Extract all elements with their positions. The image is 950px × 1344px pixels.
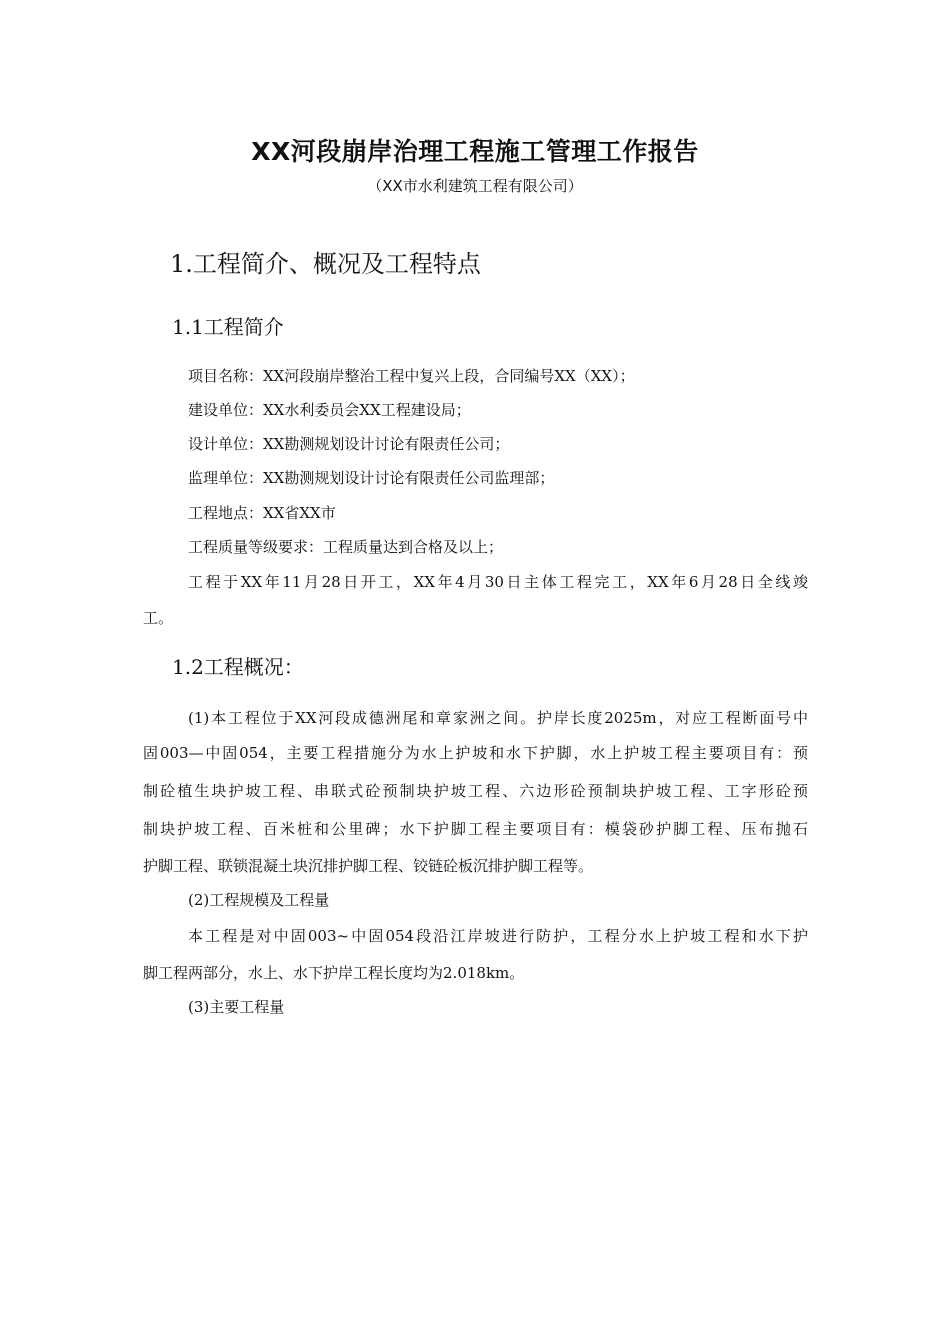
- section-1-heading: 1.工程简介、概况及工程特点: [170, 250, 481, 278]
- location-line: 工程地点：XX省XX市: [188, 504, 336, 522]
- scale-paragraph-line: 本工程是对中固003~中固054段沿江岸坡进行防护，工程分水上护坡工程和水下护: [188, 927, 808, 945]
- overview-paragraph-line: 护脚工程、联锁混凝土块沉排护脚工程、铰链砼板沉排护脚工程等。: [143, 857, 594, 875]
- owner-line: 建设单位：XX水利委员会XX工程建设局；: [188, 401, 471, 419]
- section-1-2-heading: 1.2工程概况：: [172, 655, 304, 679]
- quality-line: 工程质量等级要求：工程质量达到合格及以上；: [188, 538, 504, 556]
- document-subtitle: （XX市水利建筑工程有限公司）: [367, 177, 583, 195]
- scale-heading-line: (2)工程规模及工程量: [188, 891, 330, 909]
- document-title: XX河段崩岸治理工程施工管理工作报告: [251, 137, 699, 166]
- supervisor-line: 监理单位：XX勘测规划设计讨论有限责任公司监理部；: [188, 469, 555, 487]
- overview-paragraph-line: 制砼植生块护坡工程、串联式砼预制块护坡工程、六边形砼预制块护坡工程、工字形砼预: [143, 782, 808, 800]
- project-name-line: 项目名称：XX河段崩岸整治工程中复兴上段，合同编号XX（XX）；: [188, 367, 635, 385]
- schedule-line: 工程于XX年11月28日开工，XX年4月30日主体工程完工，XX年6月28日全线竣: [188, 573, 808, 591]
- scale-paragraph-line: 脚工程两部分，水上、水下护岸工程长度均为2.018km。: [143, 964, 525, 982]
- overview-paragraph-line: (1)本工程位于XX河段成德洲尾和章家洲之间。护岸长度2025m，对应工程断面号中: [188, 709, 808, 727]
- overview-paragraph-line: 制块护坡工程、百米桩和公里碑；水下护脚工程主要项目有：模袋砂护脚工程、压布抛石: [143, 820, 808, 838]
- designer-line: 设计单位：XX勘测规划设计讨论有限责任公司；: [188, 435, 510, 453]
- schedule-line-cont: 工。: [143, 609, 174, 627]
- quantities-heading-line: (3)主要工程量: [188, 998, 285, 1016]
- section-1-1-heading: 1.1工程简介: [172, 315, 284, 339]
- overview-paragraph-line: 固003—中固054，主要工程措施分为水上护坡和水下护脚，水上护坡工程主要项目有：预: [143, 744, 808, 762]
